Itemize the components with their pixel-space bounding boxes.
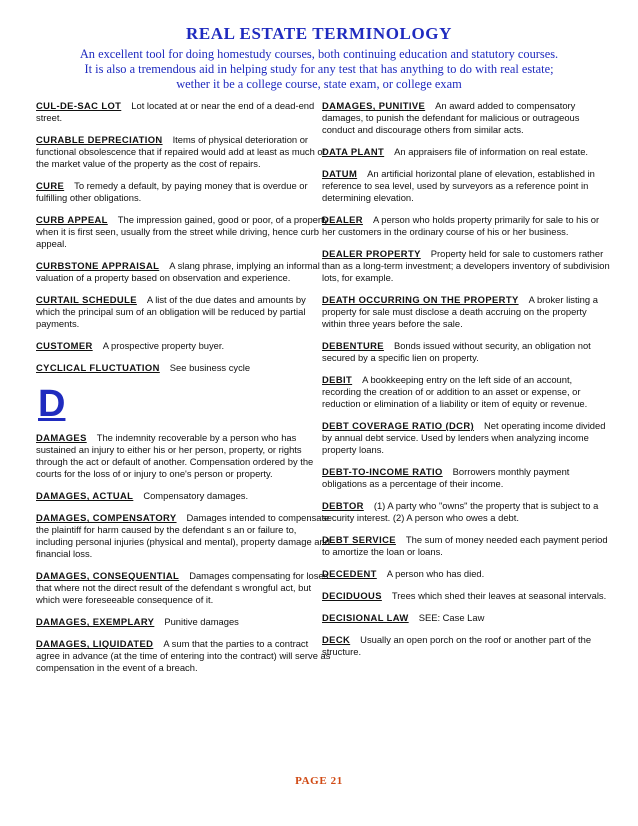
- glossary-term: DEALER PROPERTY: [322, 248, 421, 259]
- subtitle-line: An excellent tool for doing homestudy courses, both continuing education and statutory courses.: [79, 47, 559, 61]
- glossary-entry: [322, 612, 610, 624]
- glossary-definition: Bonds issued without security, an obligation not secured by a specific lien on property.: [322, 340, 591, 363]
- glossary-entry: [322, 534, 610, 558]
- glossary-definition: To remedy a default, by paying money that is overdue or fulfilling other obligations.: [36, 180, 308, 203]
- glossary-definition: The sum of money needed each payment period to amortize the loan or loans.: [322, 534, 608, 557]
- glossary-entry: [36, 214, 332, 250]
- glossary-definition: A slang phrase, implying an informal valuation of a property based on observation and experience.: [36, 260, 320, 283]
- glossary-entry: [322, 100, 610, 136]
- glossary-term: DATA PLANT: [322, 146, 385, 157]
- glossary-entry: [36, 616, 332, 628]
- glossary-entry: [322, 168, 610, 204]
- glossary-definition: Punitive damages: [164, 616, 239, 627]
- glossary-term: DECISIONAL LAW: [322, 612, 409, 623]
- section-letter: D: [38, 383, 66, 425]
- glossary-term: DEBT COVERAGE RATIO (DCR): [322, 420, 475, 431]
- glossary-term: DECIDUOUS: [322, 590, 382, 601]
- glossary-entry: [322, 590, 610, 602]
- glossary-definition: Net operating income divided by annual debt service. Used by lenders when analyzing income property loans.: [322, 420, 606, 455]
- glossary-definition: SEE: Case Law: [418, 612, 485, 623]
- glossary-definition: A prospective property buyer.: [102, 340, 225, 351]
- glossary-definition: Trees which shed their leaves at seasonal intervals.: [391, 590, 607, 601]
- glossary-term: DEBT-TO-INCOME RATIO: [322, 466, 443, 477]
- glossary-entry: [36, 180, 332, 204]
- glossary-term: DAMAGES, ACTUAL: [36, 490, 134, 501]
- glossary-definition: Items of physical deterioration or functional obsolescence that if repaired would add at least as much of the market value of the property as the cost of repairs.: [36, 134, 326, 169]
- subtitle-line: It is also a tremendous aid in helping study for any test that has anything to do with real estate;: [84, 62, 554, 76]
- glossary-term: DEALER: [322, 214, 363, 225]
- glossary-entry: [36, 294, 332, 330]
- glossary-term: DAMAGES, CONSEQUENTIAL: [36, 570, 180, 581]
- glossary-entry: [322, 500, 610, 524]
- glossary-entry: [322, 568, 610, 580]
- glossary-entry: [322, 634, 610, 658]
- glossary-entry: [322, 248, 610, 284]
- glossary-definition: Damages compensating for loses that where not the direct result of the defendant s wrongful act, but which were foreseeable consequence of it.: [36, 570, 329, 605]
- right-entries-group: [322, 100, 610, 658]
- glossary-entry: [36, 432, 332, 480]
- glossary-definition: See business cycle: [169, 362, 251, 373]
- glossary-term: DAMAGES, EXEMPLARY: [36, 616, 155, 627]
- glossary-definition: Property held for sale to customers rather than as a long-term investment; a developers inventory of subdivision lots, for example.: [322, 248, 610, 283]
- glossary-definition: A bookkeeping entry on the left side of an account, recording the creation of or addition to an asset or expense, or reduction or elimination of a liability or item of equity or revenue.: [322, 374, 588, 409]
- subtitle-line: wether it be a college course, state exam, or college exam: [176, 77, 462, 91]
- glossary-entry: [36, 512, 332, 560]
- glossary-term: DEBENTURE: [322, 340, 384, 351]
- glossary-term: DAMAGES, LIQUIDATED: [36, 638, 154, 649]
- glossary-term: DEBIT: [322, 374, 353, 385]
- glossary-term: DEATH OCCURRING ON THE PROPERTY: [322, 294, 519, 305]
- glossary-term: CURE: [36, 180, 65, 191]
- glossary-term: DAMAGES, PUNITIVE: [322, 100, 426, 111]
- glossary-entry: [322, 374, 610, 410]
- glossary-definition: An award added to compensatory damages, to punish the defendant for malicious or outrageous conduct and discourage others from similar acts.: [322, 100, 580, 135]
- glossary-definition: Compensatory damages.: [143, 490, 249, 501]
- glossary-definition: A person who has died.: [386, 568, 485, 579]
- page-number: PAGE 21: [295, 775, 343, 787]
- glossary-entry: [36, 490, 332, 502]
- glossary-definition: (1) A party who "owns" the property that is subject to a security interest. (2) A person who owes a debt.: [322, 500, 599, 523]
- glossary-term: CURBSTONE APPRAISAL: [36, 260, 160, 271]
- glossary-entry: [36, 362, 332, 374]
- glossary-term: DAMAGES, COMPENSATORY: [36, 512, 177, 523]
- glossary-definition: The impression gained, good or poor, of a property when it is first seen, usually from the street while driving, hence curb appeal.: [36, 214, 329, 249]
- glossary-term: DECEDENT: [322, 568, 377, 579]
- glossary-term: CURB APPEAL: [36, 214, 108, 225]
- glossary-definition: Borrowers monthly payment obligations as a percentage of their income.: [322, 466, 570, 489]
- glossary-term: CUSTOMER: [36, 340, 93, 351]
- glossary-definition: The indemnity recoverable by a person who has sustained an injury to either his or her person, property, or rights through the act or default of another. Compensation ordered by the courts for the loss of or injury to one's person or property.: [36, 432, 314, 479]
- glossary-entry: [36, 570, 332, 606]
- glossary-term: CUL-DE-SAC LOT: [36, 100, 122, 111]
- glossary-entry: [36, 134, 332, 170]
- glossary-definition: Usually an open porch on the roof or another part of the structure.: [322, 634, 592, 657]
- glossary-entry: [36, 260, 332, 284]
- glossary-term: CURTAIL SCHEDULE: [36, 294, 137, 305]
- glossary-term: DEBTOR: [322, 500, 364, 511]
- glossary-entry: [322, 294, 610, 330]
- glossary-definition: Lot located at or near the end of a dead-end street.: [36, 100, 315, 123]
- glossary-entry: [36, 340, 332, 352]
- left-entries-group: [36, 100, 332, 374]
- right-column: [322, 100, 610, 668]
- glossary-entry: [322, 340, 610, 364]
- glossary-definition: A sum that the parties to a contract agree in advance (at the time of entering into the contract) will serve as compensation in the event of a breach.: [36, 638, 331, 673]
- glossary-definition: A list of the due dates and amounts by which the principal sum of an obligation will be reduced by partial payments.: [36, 294, 306, 329]
- glossary-term: DAMAGES: [36, 432, 87, 443]
- glossary-definition: A person who holds property primarily for sale to his or her customers in the ordinary course of his or her business.: [322, 214, 600, 237]
- glossary-entry: [322, 146, 610, 158]
- glossary-entry: [36, 100, 332, 124]
- glossary-definition: A broker listing a property for sale must disclose a death accruing on the property within three years before the sale.: [322, 294, 598, 329]
- left-column: [36, 100, 332, 684]
- glossary-term: CURABLE DEPRECIATION: [36, 134, 163, 145]
- glossary-term: DEBT SERVICE: [322, 534, 396, 545]
- glossary-term: DECK: [322, 634, 351, 645]
- glossary-definition: An artificial horizontal plane of elevation, established in reference to sea level, used by surveyors as a reference point in determining elevation.: [322, 168, 595, 203]
- left-entries-group: [36, 432, 332, 674]
- glossary-term: DATUM: [322, 168, 358, 179]
- glossary-definition: Damages intended to compensate the plaintiff for harm caused by the defendant s an or failure to, including personal injuries (physical and mental), property damage and financial loss.: [36, 512, 330, 559]
- glossary-definition: An appraisers file of information on real estate.: [394, 146, 589, 157]
- glossary-entry: [322, 420, 610, 456]
- glossary-term: CYCLICAL FLUCTUATION: [36, 362, 160, 373]
- glossary-entry: [322, 214, 610, 238]
- page-title: REAL ESTATE TERMINOLOGY: [185, 24, 453, 43]
- glossary-entry: [36, 638, 332, 674]
- glossary-entry: [322, 466, 610, 490]
- page-header: [0, 24, 638, 92]
